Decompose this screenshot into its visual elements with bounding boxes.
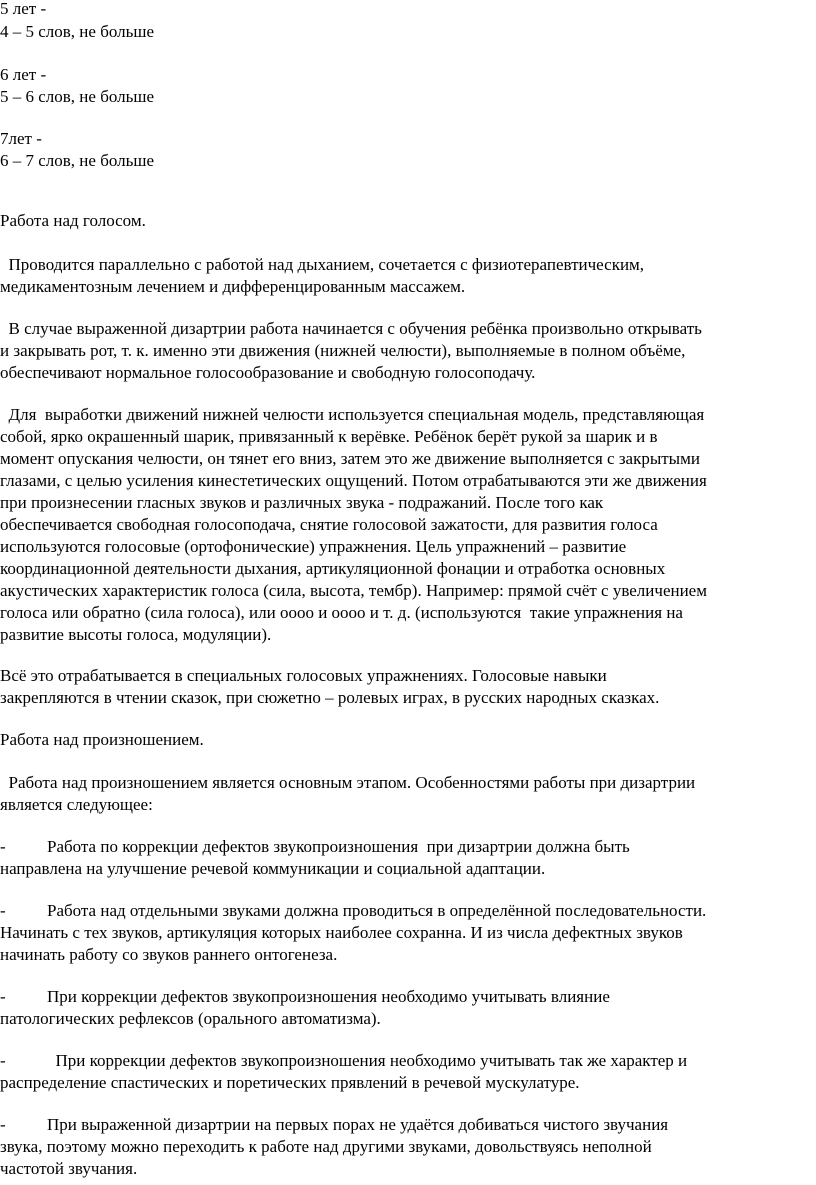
age-limit: 4 – 5 слов, не больше <box>0 22 154 41</box>
list-item-line: Начинать с тех звуков, артикуляция которых наиболее сохранна. И из числа дефектных звуков <box>0 923 683 942</box>
age-label: 6 лет - <box>0 65 47 84</box>
age-label: 7лет - <box>0 129 42 148</box>
paragraph-line: акустических характеристик голоса (сила, высота, тембр). Например: прямой счёт с увеличением <box>0 581 707 600</box>
list-dash: - <box>0 901 6 920</box>
paragraph-line: Проводится параллельно с работой над дыханием, сочетается с физиотерапевтическим, <box>0 255 645 274</box>
list-item-first-line: При коррекции дефектов звукопроизношения необходимо учитывать так же характер и <box>47 1051 688 1070</box>
paragraph-line: закрепляются в чтении сказок, при сюжетно – ролевых играх, в русских народных сказках. <box>0 688 660 707</box>
list-item-first-line: При коррекции дефектов звукопроизношения необходимо учитывать влияние <box>47 987 610 1006</box>
section-heading: Работа над произношением. <box>0 730 204 749</box>
paragraph-line: и закрывать рот, т. к. именно эти движения (нижней челюсти), выполняемые в полном объёме, <box>0 341 686 360</box>
list-dash: - <box>0 837 6 856</box>
list-dash: - <box>0 1115 6 1134</box>
paragraph-line: глазами, с целью усиления кинестетических ощущений. Потом отрабатываются эти же движения <box>0 471 707 490</box>
section-heading: Работа над голосом. <box>0 211 146 230</box>
age-limit: 5 – 6 слов, не больше <box>0 87 154 106</box>
paragraph-line: развитие высоты голоса, модуляции). <box>0 625 272 644</box>
list-item-line: начинать работу со звуков раннего онтогенеза. <box>0 945 338 964</box>
paragraph-line: Работа над произношением является основным этапом. Особенностями работы при дизартрии <box>0 773 696 792</box>
paragraph-line: В случае выраженной дизартрии работа начинается с обучения ребёнка произвольно открывать <box>0 319 702 338</box>
paragraph-line: голоса или обратно (сила голоса), или оооо и оооо и т. д. (используются такие упражнения на <box>0 603 683 622</box>
paragraph-line: координационной деятельности дыхания, артикуляционной фонации и отработка основных <box>0 559 666 578</box>
list-item-first-line: Работа над отдельными звуками должна проводиться в определённой последовательности. <box>47 901 707 920</box>
paragraph-line: обеспечивается свободная голосоподача, снятие голосовой зажатости, для развития голоса <box>0 515 658 534</box>
age-limit: 6 – 7 слов, не больше <box>0 151 154 170</box>
list-dash: - <box>0 1051 6 1070</box>
paragraph-line: собой, ярко окрашенный шарик, привязанный к верёвке. Ребёнок берёт рукой за шарик и в <box>0 427 658 446</box>
paragraph-line: Всё это отрабатывается в специальных голосовых упражнениях. Голосовые навыки <box>0 666 607 685</box>
age-label: 5 лет - <box>0 0 47 18</box>
list-item-line: частотой звучания. <box>0 1159 138 1178</box>
list-item-first-line: Работа по коррекции дефектов звукопроизношения при дизартрии должна быть <box>47 837 630 856</box>
paragraph-line: медикаментозным лечением и дифференцированным массажем. <box>0 277 466 296</box>
paragraph-line: при произнесении гласных звуков и различных звука - подражаний. После того как <box>0 493 604 512</box>
paragraph-line: обеспечивают нормальное голосообразование и свободную голосоподачу. <box>0 363 536 382</box>
list-item-line: распределение спастических и поретических прявлений в речевой мускулатуре. <box>0 1073 580 1092</box>
list-item-line: звука, поэтому можно переходить к работе над другими звуками, довольствуясь неполной <box>0 1137 652 1156</box>
paragraph-line: Для выработки движений нижней челюсти используется специальная модель, представляющая <box>0 405 705 424</box>
paragraph-line: используются голосовые (ортофонические) упражнения. Цель упражнений – развитие <box>0 537 627 556</box>
list-item-first-line: При выраженной дизартрии на первых порах не удаётся добиваться чистого звучания <box>47 1115 669 1134</box>
paragraph-line: момент опускания челюсти, он тянет его вниз, затем это же движение выполняется с закрытыми <box>0 449 700 468</box>
list-item-line: патологических рефлексов (орального автоматизма). <box>0 1009 381 1028</box>
list-dash: - <box>0 987 6 1006</box>
list-item-line: направлена на улучшение речевой коммуникации и социальной адаптации. <box>0 859 546 878</box>
paragraph-line: является следующее: <box>0 795 153 814</box>
